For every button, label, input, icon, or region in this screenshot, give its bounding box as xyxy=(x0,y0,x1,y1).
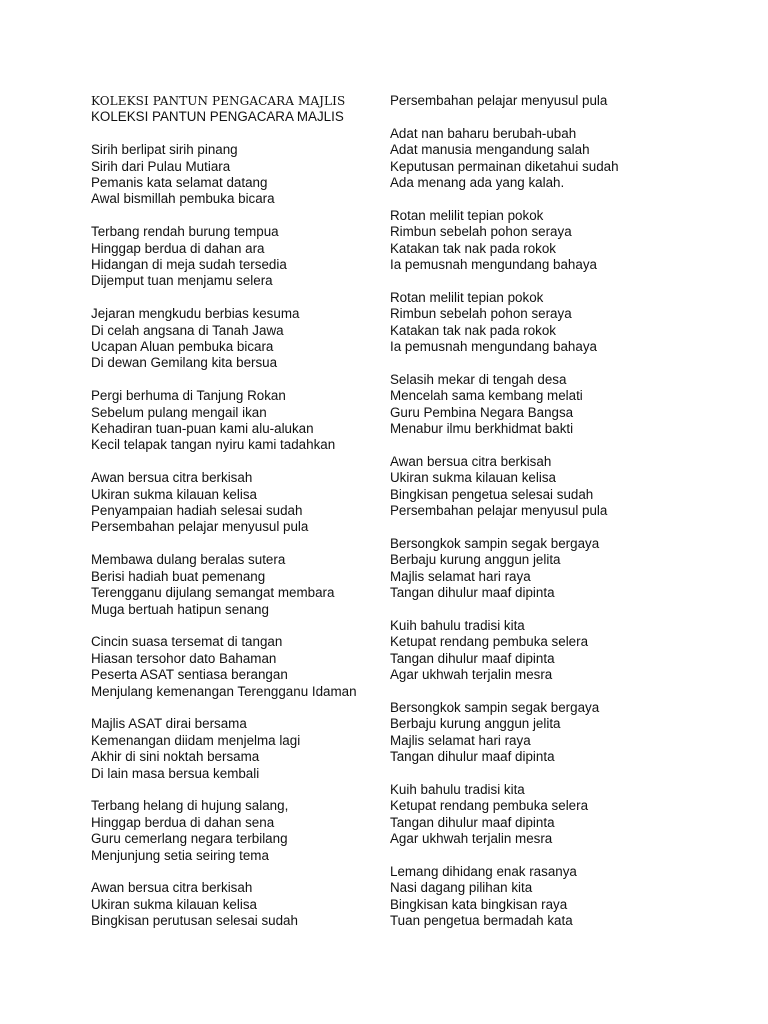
pantun-line: Kuih bahulu tradisi kita xyxy=(390,781,525,797)
pantun-line: Terbang helang di hujung salang, xyxy=(91,798,289,814)
pantun-stanza xyxy=(390,372,690,438)
pantun-line: Di celah angsana di Tanah Jawa xyxy=(91,322,284,338)
pantun-line: Tangan dihulur maaf dipinta xyxy=(390,749,555,765)
pantun-line: Kecil telapak tangan nyiru kami tadahkan xyxy=(91,437,336,453)
pantun-line: Bingkisan pengetua selesai sudah xyxy=(390,486,594,502)
pantun-line: Tuan pengetua bermadah kata xyxy=(390,913,573,929)
pantun-stanza xyxy=(91,388,381,454)
pantun-line: Ukiran sukma kilauan kelisa xyxy=(91,486,257,502)
pantun-line: Terengganu dijulang semangat membara xyxy=(91,585,335,601)
pantun-line: Persembahan pelajar menyusul pula xyxy=(390,503,608,519)
pantun-line: Hinggap berdua di dahan ara xyxy=(91,240,265,256)
pantun-line: Sirih dari Pulau Mutiara xyxy=(91,158,231,174)
pantun-line: Terbang rendah burung tempua xyxy=(91,224,279,240)
pantun-line: Dijemput tuan menjamu selera xyxy=(91,273,273,289)
pantun-stanza xyxy=(390,782,690,848)
pantun-stanza xyxy=(390,208,690,274)
pantun-line: Peserta ASAT sentiasa berangan xyxy=(91,667,288,683)
pantun-line: Sebelum pulang mengail ikan xyxy=(91,404,267,420)
pantun-line: Di dewan Gemilang kita bersua xyxy=(91,355,278,371)
pantun-line: Persembahan pelajar menyusul pula xyxy=(390,93,608,108)
left-column xyxy=(91,93,381,930)
pantun-line: Ia pemusnah mengundang bahaya xyxy=(390,257,597,273)
pantun-line: Awan bersua citra berkisah xyxy=(390,453,552,469)
pantun-line: Menjunjung setia seiring tema xyxy=(91,847,269,863)
pantun-line: Majlis ASAT dirai bersama xyxy=(91,716,247,732)
pantun-stanza xyxy=(91,306,381,372)
pantun-stanza xyxy=(390,126,690,192)
pantun-line: Tangan dihulur maaf dipinta xyxy=(390,650,555,666)
pantun-line: Majlis selamat hari raya xyxy=(390,732,531,748)
pantun-line: Bersongkok sampin segak bergaya xyxy=(390,699,600,715)
pantun-line: Sirih berlipat sirih pinang xyxy=(91,142,238,158)
pantun-line: Selasih mekar di tengah desa xyxy=(390,371,567,387)
pantun-line: Katakan tak nak pada rokok xyxy=(390,322,557,338)
pantun-line: Hiasan tersohor dato Bahaman xyxy=(91,650,277,666)
pantun-line: Adat nan baharu berubah-ubah xyxy=(390,125,577,141)
pantun-line: Akhir di sini noktah bersama xyxy=(91,749,260,765)
pantun-line: Tangan dihulur maaf dipinta xyxy=(390,814,555,830)
pantun-line: Ia pemusnah mengundang bahaya xyxy=(390,339,597,355)
pantun-line: Kehadiran tuan-puan kami alu-alukan xyxy=(91,421,314,437)
pantun-stanza xyxy=(390,454,690,520)
pantun-line: Pemanis kata selamat datang xyxy=(91,175,268,191)
pantun-line: Katakan tak nak pada rokok xyxy=(390,240,557,256)
pantun-stanza xyxy=(91,224,381,290)
left-stanza-list xyxy=(91,142,381,929)
pantun-line: Keputusan permainan diketahui sudah xyxy=(390,158,619,174)
pantun-line: Agar ukhwah terjalin mesra xyxy=(390,831,553,847)
pantun-line: Nasi dagang pilihan kita xyxy=(390,880,533,896)
pantun-line: Hidangan di meja sudah tersedia xyxy=(91,257,287,273)
pantun-line: Ucapan Aluan pembuka bicara xyxy=(91,339,274,355)
pantun-line: Ada menang ada yang kalah. xyxy=(390,175,565,191)
pantun-line: Guru Pembina Negara Bangsa xyxy=(390,404,574,420)
pantun-line: Persembahan pelajar menyusul pula xyxy=(91,519,309,535)
pantun-line: Menjulang kemenangan Terengganu Idaman xyxy=(91,683,357,699)
pantun-line: Mencelah sama kembang melati xyxy=(390,388,583,404)
right-stanza-list xyxy=(390,93,690,930)
pantun-line: Majlis selamat hari raya xyxy=(390,568,531,584)
pantun-line: Rotan melilit tepian pokok xyxy=(390,289,544,305)
pantun-line: Guru cemerlang negara terbilang xyxy=(91,831,288,847)
pantun-line: Muga bertuah hatipun senang xyxy=(91,601,269,617)
pantun-line: Bingkisan kata bingkisan raya xyxy=(390,896,568,912)
pantun-line: Adat manusia mengandung salah xyxy=(390,142,590,158)
pantun-line: Menabur ilmu berkhidmat bakti xyxy=(390,421,574,437)
pantun-line: Awan bersua citra berkisah xyxy=(91,470,253,486)
pantun-stanza xyxy=(390,290,690,356)
pantun-line: Berbaju kurung anggun jelita xyxy=(390,716,561,732)
pantun-line: Berbaju kurung anggun jelita xyxy=(390,552,561,568)
pantun-stanza xyxy=(91,634,381,700)
pantun-line: Ketupat rendang pembuka selera xyxy=(390,798,589,814)
pantun-line: Pergi berhuma di Tanjung Rokan xyxy=(91,388,286,404)
pantun-stanza xyxy=(91,716,381,782)
document-heading-serif: KOLEKSI PANTUN PENGACARA MAJLIS xyxy=(91,94,346,108)
pantun-line: Tangan dihulur maaf dipinta xyxy=(390,585,555,601)
pantun-line: Lemang dihidang enak rasanya xyxy=(390,863,577,879)
pantun-line: Bersongkok sampin segak bergaya xyxy=(390,535,600,551)
pantun-line: Awal bismillah pembuka bicara xyxy=(91,191,275,207)
pantun-line: Kuih bahulu tradisi kita xyxy=(390,617,525,633)
pantun-stanza xyxy=(390,93,690,109)
pantun-line: Di lain masa bersua kembali xyxy=(91,765,260,781)
pantun-stanza xyxy=(390,618,690,684)
pantun-line: Membawa dulang beralas sutera xyxy=(91,552,286,568)
pantun-line: Kemenangan diidam menjelma lagi xyxy=(91,732,301,748)
pantun-line: Ketupat rendang pembuka selera xyxy=(390,634,589,650)
pantun-stanza xyxy=(91,880,381,929)
pantun-line: Cincin suasa tersemat di tangan xyxy=(91,634,283,650)
pantun-line: Agar ukhwah terjalin mesra xyxy=(390,667,553,683)
pantun-line: Ukiran sukma kilauan kelisa xyxy=(91,896,257,912)
pantun-line: Rimbun sebelah pohon seraya xyxy=(390,224,572,240)
pantun-stanza xyxy=(91,552,381,618)
pantun-stanza xyxy=(91,142,381,208)
pantun-stanza xyxy=(91,470,381,536)
pantun-line: Jejaran mengkudu berbias kesuma xyxy=(91,306,300,322)
pantun-line: Ukiran sukma kilauan kelisa xyxy=(390,470,556,486)
pantun-line: Awan bersua citra berkisah xyxy=(91,880,253,896)
pantun-line: Berisi hadiah buat pemenang xyxy=(91,568,266,584)
right-column xyxy=(390,93,690,930)
pantun-line: Rimbun sebelah pohon seraya xyxy=(390,306,572,322)
pantun-line: Rotan melilit tepian pokok xyxy=(390,207,544,223)
pantun-line: Bingkisan perutusan selesai sudah xyxy=(91,913,298,929)
document-heading: KOLEKSI PANTUN PENGACARA MAJLIS xyxy=(91,109,344,125)
pantun-line: Penyampaian hadiah selesai sudah xyxy=(91,503,303,519)
pantun-stanza xyxy=(390,864,690,930)
pantun-line: Hinggap berdua di dahan sena xyxy=(91,814,275,830)
pantun-stanza xyxy=(390,536,690,602)
pantun-stanza xyxy=(390,700,690,766)
pantun-stanza xyxy=(91,798,381,864)
